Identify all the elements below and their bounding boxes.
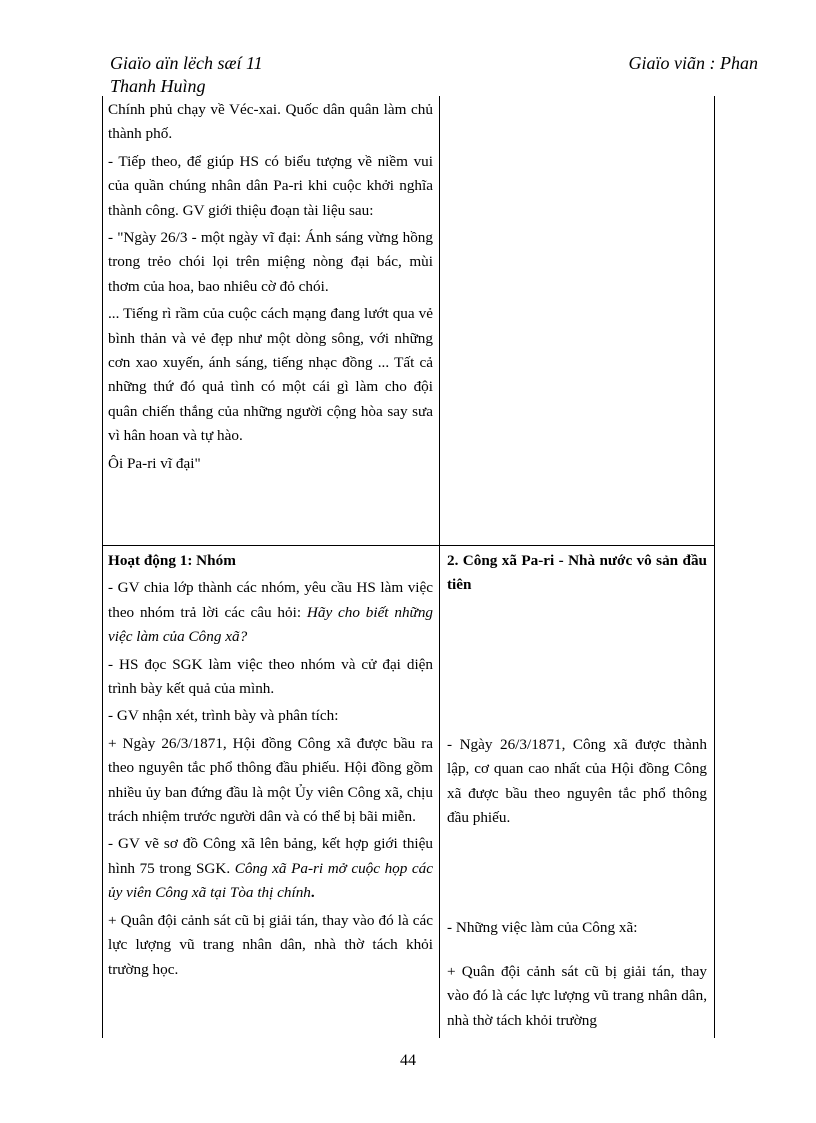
header-teacher: Giaïo viãn : Phan (628, 53, 758, 73)
quote-paragraph: - "Ngày 26/3 - một ngày vĩ đại: Ánh sáng vừng hồng trong trẻo chói lọi trên miệng nòng đại bác, mùi thơm của hoa, bao nhiêu cờ đỏ chói. (108, 229, 433, 295)
page-number: 44 (400, 1052, 416, 1069)
text: . (310, 884, 315, 902)
paragraph: - HS đọc SGK làm việc theo nhóm và cử đại diện trình bày kết quả của mình. (108, 655, 433, 698)
right-column-block1 (447, 733, 707, 834)
header-subject: Giaïo aïn lëch sæí 11 (110, 53, 263, 73)
left-column-row2 (108, 549, 433, 985)
quote-paragraph: ... Tiếng rì rầm của cuộc cách mạng đang lướt qua vẻ bình thản và vẻ đẹp như một dòng sông, với những cơn xao xuyến, ánh sáng, tiếng nhạc đồng ... Tất cả những thứ đó quả tình có một cái gì làm cho đội quân chiến thắng của những người cộng hòa say sưa vì hân hoan và tự hào. (108, 305, 433, 445)
quote-paragraph: Ôi Pa-ri vĩ đại" (108, 454, 201, 472)
header-name: Thanh Huìng (110, 76, 206, 96)
question-text: Hãy cho biết những việc làm của Công xã? (108, 603, 434, 646)
activity-title: Hoạt động 1: Nhóm (108, 552, 236, 569)
right-column-block3 (447, 960, 707, 1036)
section-title: 2. Công xã Pa-ri - Nhà nước vô sản đầu tiên (447, 552, 707, 594)
left-column-row1 (108, 98, 433, 479)
right-column-block2 (447, 916, 707, 943)
paragraph: - Ngày 26/3/1871, Công xã được thành lập, cơ quan cao nhất của Hội đồng Công xã được bầu theo nguyên tắc phổ thông đầu phiếu. (447, 736, 707, 827)
paragraph: + Quân đội cảnh sát cũ bị giải tán, thay vào đó là các lực lượng vũ trang nhân dân, nhà thờ tách khỏi trường (447, 963, 707, 1029)
table-border-left (102, 96, 103, 1038)
right-column-title-block (447, 549, 707, 601)
table-row-divider (102, 545, 715, 546)
table-border-right (714, 96, 715, 1038)
table-border-middle (439, 96, 440, 1038)
paragraph: - Tiếp theo, để giúp HS có biểu tượng về niềm vui của quần chúng nhân dân Pa-ri khi cuộc khởi nghĩa thành công. GV giới thiệu đoạn tài liệu sau: (108, 152, 433, 219)
paragraph: + Ngày 26/3/1871, Hội đồng Công xã được bầu ra theo nguyên tắc phổ thông đầu phiếu. Hội đồng gồm nhiều ủy ban đứng đầu là một Ủy viên Công xã, chịu trách nhiệm trước người dân và có thể bị bãi miễn. (108, 734, 433, 826)
text: - GV vẽ sơ đồ Công xã lên bảng, kết hợp giới thiệu hình 75 trong SGK. (108, 835, 433, 877)
paragraph: - GV nhận xét, trình bày và phân tích: (108, 707, 339, 725)
figure-caption: Công xã Pa-ri mở cuộc họp các ủy viên Công xã tại Tòa thị chính (108, 859, 434, 902)
paragraph: Chính phủ chạy về Véc-xai. Quốc dân quân làm chủ thành phố. (108, 101, 433, 143)
paragraph (108, 576, 433, 649)
paragraph: + Quân đội cảnh sát cũ bị giải tán, thay vào đó là các lực lượng vũ trang nhân dân, nhà thờ tách khỏi trường học. (108, 911, 433, 978)
paragraph (108, 832, 433, 905)
paragraph: - Những việc làm của Công xã: (447, 919, 638, 936)
header-left (110, 52, 330, 98)
text: - GV chia lớp thành các nhóm, yêu cầu HS làm việc theo nhóm trả lời các câu hỏi: (108, 579, 433, 621)
